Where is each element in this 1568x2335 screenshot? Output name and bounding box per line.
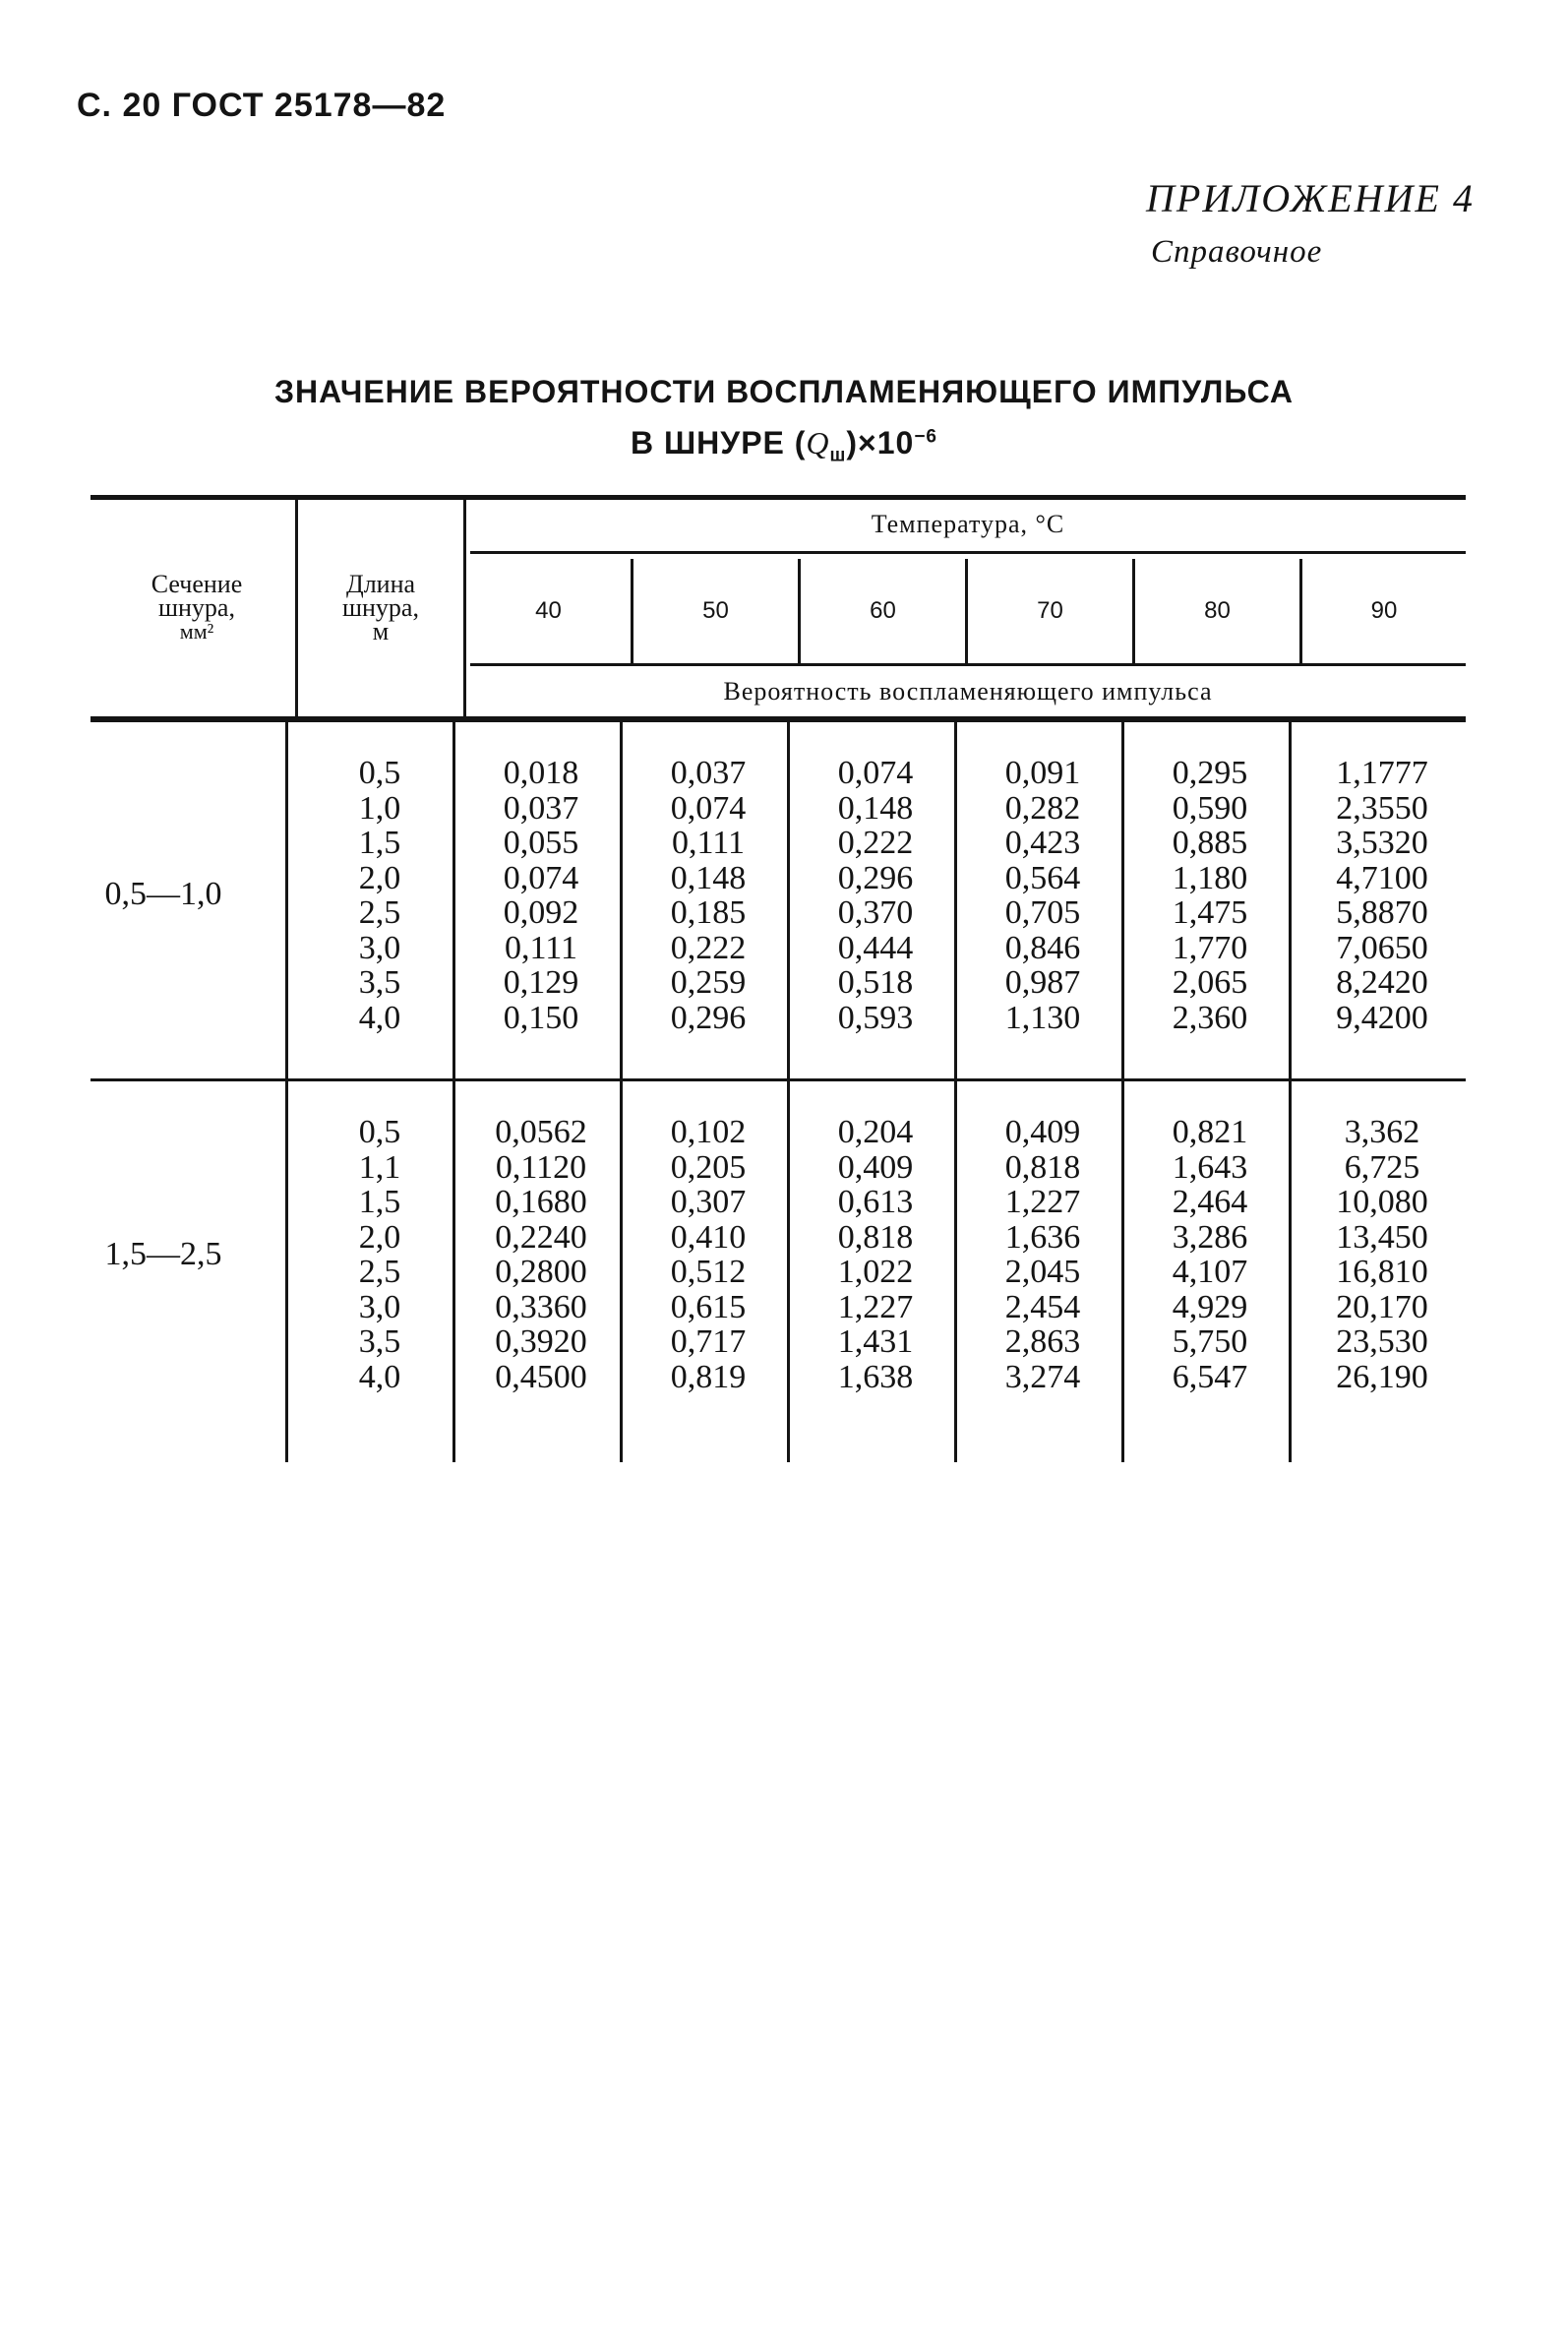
table-cell: 0,818 xyxy=(1004,1148,1081,1186)
table-cell: 7,0650 xyxy=(1336,929,1428,966)
table-cell: 13,450 xyxy=(1336,1218,1428,1256)
value-column-40 xyxy=(462,756,620,1035)
table-cell: 0,296 xyxy=(837,859,914,896)
value-column-50 xyxy=(630,756,787,1035)
temp-col-40: 40 xyxy=(535,597,562,624)
temp-col-80: 80 xyxy=(1204,597,1231,624)
section-value: 1,5—2,5 xyxy=(104,1236,222,1272)
table-cell: 0,074 xyxy=(670,789,747,827)
table-cell: 16,810 xyxy=(1336,1254,1428,1290)
table-cell: 0,150 xyxy=(503,999,579,1036)
table-cell: 0,705 xyxy=(1004,894,1081,931)
body-divider xyxy=(452,722,455,1462)
table-cell: 0,055 xyxy=(503,825,579,861)
value-column-40 xyxy=(462,1115,620,1394)
length-header xyxy=(298,570,463,645)
table-cell: 2,5 xyxy=(358,1254,401,1290)
table-cell: 0,091 xyxy=(1004,755,1081,791)
value-column-80 xyxy=(1131,756,1289,1035)
table-cell: 0,037 xyxy=(670,755,747,791)
table-cell: 0,222 xyxy=(837,825,914,861)
value-column-50 xyxy=(630,1115,787,1394)
table-cell: 4,7100 xyxy=(1336,859,1428,896)
table-cell: 1,5 xyxy=(358,825,401,861)
table-cell: 1,1777 xyxy=(1336,755,1428,791)
length-header-line: м xyxy=(372,617,390,645)
group-divider-rule xyxy=(90,1078,1466,1081)
table-cell: 10,080 xyxy=(1336,1184,1428,1220)
table-cell: 5,750 xyxy=(1172,1323,1248,1360)
section-header xyxy=(98,570,295,644)
table-cell: 2,0 xyxy=(358,1218,401,1256)
table-cell: 0,129 xyxy=(503,964,579,1001)
table-cell: 0,593 xyxy=(837,999,914,1036)
table-cell: 0,148 xyxy=(837,789,914,827)
section-header-line: Сечение xyxy=(151,570,243,598)
temp-col-70: 70 xyxy=(1037,597,1063,624)
table-cell: 0,885 xyxy=(1172,825,1248,861)
table-cell: 2,454 xyxy=(1004,1288,1081,1325)
table-cell: 0,2800 xyxy=(495,1254,587,1290)
body-divider xyxy=(1121,722,1124,1462)
table-cell: 0,074 xyxy=(837,755,914,791)
table-cell: 0,819 xyxy=(670,1358,747,1395)
table-cell: 0,282 xyxy=(1004,789,1081,827)
table-cell: 0,4500 xyxy=(495,1358,587,1395)
table-cell: 0,295 xyxy=(1172,755,1248,791)
table-cell: 1,0 xyxy=(358,789,401,827)
value-column-90 xyxy=(1298,756,1466,1035)
value-column-70 xyxy=(964,1115,1121,1394)
table-cell: 0,185 xyxy=(670,894,747,931)
probability-header: Вероятность воспламеняющего импульса xyxy=(723,677,1213,706)
temp-col-60: 60 xyxy=(870,597,896,624)
value-column-60 xyxy=(797,1115,954,1394)
table-cell: 0,564 xyxy=(1004,859,1081,896)
table-cell: 0,2240 xyxy=(495,1218,587,1256)
table-cell: 2,360 xyxy=(1172,999,1248,1036)
table-cell: 3,5 xyxy=(358,964,401,1001)
table-cell: 0,987 xyxy=(1004,964,1081,1001)
section-header-line: шнура, xyxy=(158,593,235,622)
length-header-line: шнура, xyxy=(342,593,419,622)
table-cell: 9,4200 xyxy=(1336,999,1428,1036)
temp-col-90: 90 xyxy=(1370,597,1398,624)
table-cell: 3,362 xyxy=(1344,1114,1420,1150)
table-cell: 2,464 xyxy=(1172,1184,1248,1220)
page-header: С. 20 ГОСТ 25178—82 xyxy=(77,87,447,124)
table-cell: 0,1680 xyxy=(495,1184,587,1220)
table-title-line2 xyxy=(0,425,1568,466)
body-divider xyxy=(787,722,790,1462)
table-cell: 0,3920 xyxy=(495,1323,587,1360)
table-cell: 0,615 xyxy=(670,1288,747,1325)
table-cell: 3,5 xyxy=(358,1323,401,1360)
temps-rule xyxy=(470,663,1466,666)
table-cell: 2,065 xyxy=(1172,964,1248,1001)
table-cell: 0,1120 xyxy=(495,1148,587,1186)
body-divider xyxy=(1289,722,1292,1462)
table-cell: 1,638 xyxy=(837,1358,914,1395)
body-divider xyxy=(285,722,288,1462)
table-cell: 0,092 xyxy=(503,894,579,931)
table-cell: 2,045 xyxy=(1004,1254,1081,1290)
table-cell: 2,863 xyxy=(1004,1323,1081,1360)
table-cell: 0,037 xyxy=(503,789,579,827)
table-cell: 0,821 xyxy=(1172,1114,1248,1150)
table-cell: 1,475 xyxy=(1172,894,1248,931)
table-cell: 5,8870 xyxy=(1336,894,1428,931)
table-cell: 1,643 xyxy=(1172,1148,1248,1186)
table-cell: 4,0 xyxy=(358,999,401,1036)
table-cell: 23,530 xyxy=(1336,1323,1428,1360)
table-cell: 1,022 xyxy=(837,1254,914,1290)
temp-col-50: 50 xyxy=(702,597,729,624)
table-cell: 1,227 xyxy=(1004,1184,1081,1220)
body-divider xyxy=(620,722,623,1462)
table-cell: 0,204 xyxy=(837,1114,914,1150)
temperature-header: Температура, °С xyxy=(871,510,1065,538)
table-cell: 2,3550 xyxy=(1336,789,1428,827)
title-multiplier: )×10 xyxy=(846,425,915,461)
table-cell: 0,018 xyxy=(503,755,579,791)
table-cell: 0,259 xyxy=(670,964,747,1001)
length-header-line: Длина xyxy=(345,570,416,598)
table-cell: 0,518 xyxy=(837,964,914,1001)
section-value: 0,5—1,0 xyxy=(104,876,222,912)
section-header-line: мм² xyxy=(179,619,214,644)
table-cell: 2,0 xyxy=(358,859,401,896)
table-cell: 0,613 xyxy=(837,1184,914,1220)
table-cell: 0,102 xyxy=(670,1114,747,1150)
table-cell: 0,410 xyxy=(670,1218,747,1256)
table-cell: 0,846 xyxy=(1004,929,1081,966)
value-column-60 xyxy=(797,756,954,1035)
table-cell: 0,222 xyxy=(670,929,747,966)
table-cell: 0,205 xyxy=(670,1148,747,1186)
length-column xyxy=(307,756,452,1035)
appendix-label: ПРИЛОЖЕНИЕ 4 xyxy=(1146,176,1475,220)
table-cell: 3,0 xyxy=(358,1288,401,1325)
table-cell: 4,929 xyxy=(1172,1288,1248,1325)
table-cell: 3,286 xyxy=(1172,1218,1248,1256)
table-cell: 1,180 xyxy=(1172,859,1248,896)
table-cell: 0,296 xyxy=(670,999,747,1036)
value-column-80 xyxy=(1131,1115,1289,1394)
table-cell: 3,0 xyxy=(358,929,401,966)
table-cell: 1,227 xyxy=(837,1288,914,1325)
table-cell: 0,5 xyxy=(358,755,401,791)
table-cell: 0,307 xyxy=(670,1184,747,1220)
body-divider xyxy=(954,722,957,1462)
table-cell: 0,409 xyxy=(837,1148,914,1186)
table-cell: 3,5320 xyxy=(1336,825,1428,861)
table-cell: 20,170 xyxy=(1336,1288,1428,1325)
table-cell: 0,111 xyxy=(672,825,745,861)
table-cell: 1,130 xyxy=(1004,999,1081,1036)
length-column xyxy=(307,1115,452,1394)
table-cell: 1,431 xyxy=(837,1323,914,1360)
table-cell: 0,148 xyxy=(670,859,747,896)
title-prefix: В ШНУРЕ ( xyxy=(631,425,807,461)
temp-header-rule xyxy=(470,551,1466,554)
table-cell: 0,5 xyxy=(358,1114,401,1150)
table-cell: 0,370 xyxy=(837,894,914,931)
table-cell: 4,0 xyxy=(358,1358,401,1395)
table-cell: 0,409 xyxy=(1004,1114,1081,1150)
title-q-subscript: ш xyxy=(829,445,847,466)
table-cell: 0,717 xyxy=(670,1323,747,1360)
table-title-line1: ЗНАЧЕНИЕ ВЕРОЯТНОСТИ ВОСПЛАМЕНЯЮЩЕГО ИМПУЛЬСА xyxy=(274,374,1294,409)
table-cell: 0,590 xyxy=(1172,789,1248,827)
table-cell: 4,107 xyxy=(1172,1254,1248,1290)
table-cell: 0,512 xyxy=(670,1254,747,1290)
appendix-type: Справочное xyxy=(1151,234,1323,270)
table-cell: 0,444 xyxy=(837,929,914,966)
table-cell: 26,190 xyxy=(1336,1358,1428,1395)
table-cell: 0,074 xyxy=(503,859,579,896)
table-cell: 1,636 xyxy=(1004,1218,1081,1256)
table-cell: 6,725 xyxy=(1344,1148,1420,1186)
title-exponent: −6 xyxy=(914,426,937,448)
table-cell: 1,1 xyxy=(358,1148,401,1186)
table-cell: 0,423 xyxy=(1004,825,1081,861)
table-cell: 3,274 xyxy=(1004,1358,1081,1395)
value-column-70 xyxy=(964,756,1121,1035)
table-cell: 1,770 xyxy=(1172,929,1248,966)
table-cell: 8,2420 xyxy=(1336,964,1428,1001)
value-column-90 xyxy=(1298,1115,1466,1394)
table-cell: 0,0562 xyxy=(495,1114,587,1150)
table-cell: 2,5 xyxy=(358,894,401,931)
table-cell: 1,5 xyxy=(358,1184,401,1220)
table-cell: 6,547 xyxy=(1172,1358,1248,1395)
table-cell: 0,111 xyxy=(505,929,577,966)
table-cell: 0,3360 xyxy=(495,1288,587,1325)
table-cell: 0,818 xyxy=(837,1218,914,1256)
title-q-symbol: Q xyxy=(806,425,830,461)
